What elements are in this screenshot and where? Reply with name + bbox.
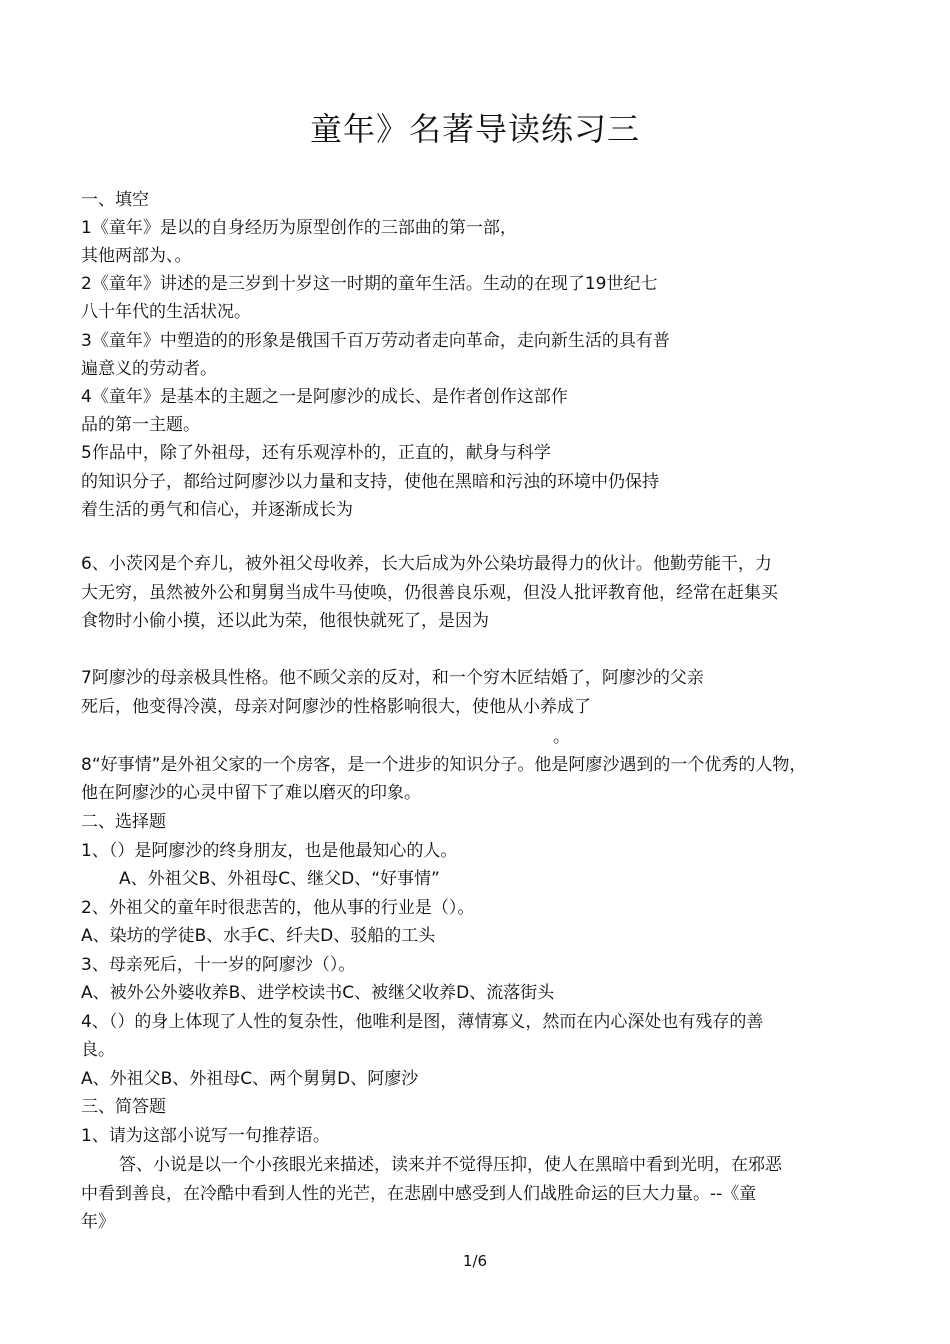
page-title: 童年》名著导读练习三 <box>309 110 640 148</box>
short-answer-1-answer-line-2: 中看到善良，在冷酷中看到人性的光芒，在悲剧中感受到人们战胜命运的巨大力量。--《童 <box>81 1184 757 1204</box>
question-7-line-2: 死后，他变得冷漠，母亲对阿廖沙的性格影响很大，使他从小养成了 <box>81 697 591 717</box>
question-8-line-2: 他在阿廖沙的心灵中留下了难以磨灭的印象。 <box>81 783 421 803</box>
question-4-line-1: 4《童年》是基本的主题之一是阿廖沙的成长、是作者创作这部作 <box>81 387 568 407</box>
choice-3-question: 3、母亲死后，十一岁的阿廖沙（）。 <box>81 955 356 975</box>
question-6-line-1: 6、小茨冈是个弃儿，被外祖父母收养，长大后成为外公染坊最得力的伙计。他勤劳能干，力 <box>81 554 772 574</box>
section-heading-fill-blank: 一、填空 <box>81 190 149 210</box>
question-1-line-2: 其他两部为、。 <box>81 246 192 266</box>
short-answer-1-answer-line-1: 答、小说是以一个小孩眼光来描述，读来并不觉得压抑，使人在黑暗中看到光明，在邪恶 <box>119 1155 782 1175</box>
question-7-line-1: 7阿廖沙的母亲极具性格。他不顾父亲的反对，和一个穷木匠结婚了，阿廖沙的父亲 <box>81 668 704 688</box>
question-1-line-1: 1《童年》是以的自身经历为原型创作的三部曲的第一部， <box>81 218 517 238</box>
section-heading-choice: 二、选择题 <box>81 812 166 832</box>
question-8-line-1: 8“好事情”是外祖父家的一个房客，是一个进步的知识分子。他是阿廖沙遇到的一个优秀的人物， <box>81 755 807 775</box>
section-heading-short-answer: 三、简答题 <box>81 1097 166 1117</box>
question-6-line-2: 大无穷，虽然被外公和舅舅当成牛马使唤，仍很善良乐观，但没人批评教育他，经常在赶集买 <box>81 583 778 603</box>
short-answer-1-answer-line-3: 年》 <box>81 1212 115 1232</box>
question-7-blank-end: 。 <box>553 727 570 747</box>
choice-1-options: A、外祖父B、外祖母C、继父D、“好事情” <box>119 869 440 889</box>
short-answer-1-question: 1、请为这部小说写一句推荐语。 <box>81 1126 330 1146</box>
choice-1-question: 1、（）是阿廖沙的终身朋友，也是他最知心的人。 <box>81 841 458 861</box>
question-6-line-3: 食物时小偷小摸，还以此为荣，他很快就死了，是因为 <box>81 611 489 631</box>
choice-4-question-line-1: 4、（）的身上体现了人性的复杂性，他唯利是图，薄情寡义，然而在内心深处也有残存的善 <box>81 1012 764 1032</box>
question-5-line-1: 5作品中，除了外祖母，还有乐观淳朴的，正直的，献身与科学 <box>81 443 551 463</box>
choice-2-options: A、染坊的学徒B、水手C、纤夫D、驳船的工头 <box>81 926 436 946</box>
page-number: 1/6 <box>462 1252 488 1270</box>
question-4-line-2: 品的第一主题。 <box>81 415 200 435</box>
question-2-line-2: 八十年代的生活状况。 <box>81 302 251 322</box>
question-3-line-2: 遍意义的劳动者。 <box>81 359 217 379</box>
choice-2-question: 2、外祖父的童年时很悲苦的，他从事的行业是（）。 <box>81 898 475 918</box>
choice-4-options: A、外祖父B、外祖母C、两个舅舅D、阿廖沙 <box>81 1069 419 1089</box>
choice-4-question-line-2: 良。 <box>81 1040 115 1060</box>
question-2-line-1: 2《童年》讲述的是三岁到十岁这一时期的童年生活。生动的在现了19世纪七 <box>81 274 658 294</box>
question-3-line-1: 3《童年》中塑造的的形象是俄国千百万劳动者走向革命，走向新生活的具有普 <box>81 331 670 351</box>
question-5-line-3: 着生活的勇气和信心，并逐渐成长为 <box>81 500 353 520</box>
choice-3-options: A、被外公外婆收养B、进学校读书C、被继父收养D、流落街头 <box>81 983 555 1003</box>
question-5-line-2: 的知识分子，都给过阿廖沙以力量和支持，使他在黑暗和污浊的环境中仍保持 <box>81 472 659 492</box>
